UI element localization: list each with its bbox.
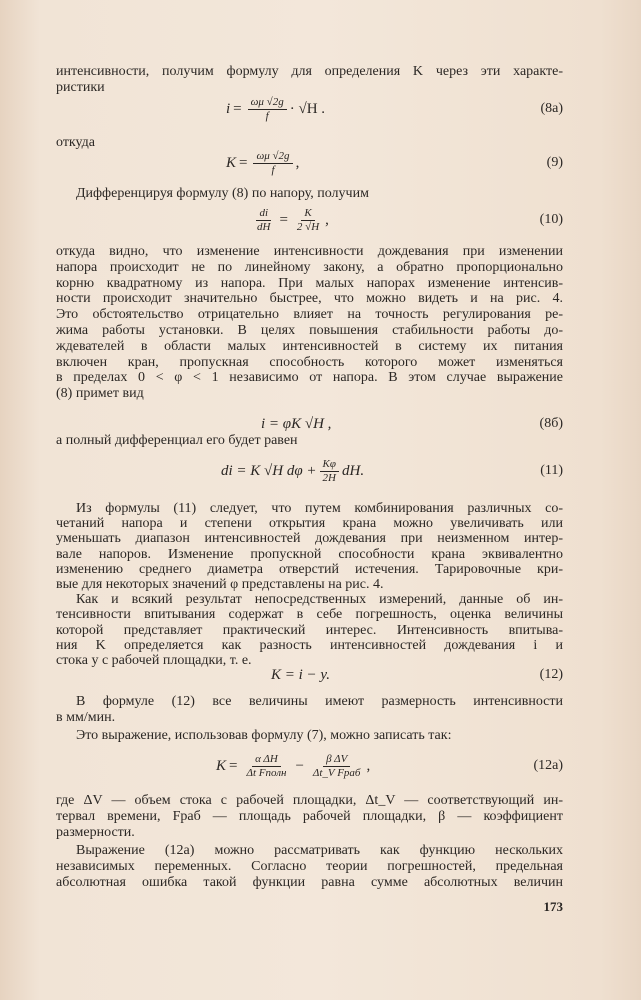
page-number: 173 <box>543 899 563 914</box>
formula-term: K <box>216 757 227 774</box>
text-line: ности происходит значительно быстрее, что можно видеть и на рис. 4. <box>56 291 563 307</box>
text-line: ристики <box>56 79 105 95</box>
text-line: откуда <box>56 135 95 150</box>
text-line: стока y с рабочей площадки, т. е. <box>56 652 252 668</box>
formula-9 <box>56 146 563 180</box>
formula-term: i <box>226 100 231 117</box>
numerator: Kφ <box>320 458 339 472</box>
formula-term: , <box>295 154 300 171</box>
text-line: корню квадратному из напора. При малых напорах изменение интенсив- <box>56 275 563 291</box>
formula-term: i = φK √H , <box>261 415 332 432</box>
text-line: Это выражение, использовав формулу (7), можно записать так: <box>76 728 452 743</box>
formula-12 <box>56 658 563 692</box>
paragraph <box>56 186 563 202</box>
equation-number: (12) <box>539 667 563 682</box>
text-line: В формуле (12) все величины имеют размерность интенсивности <box>76 694 563 709</box>
text-line: ния K определяется как разность интенсивностей дождевания i и <box>56 637 563 653</box>
formula-term: , <box>325 211 329 228</box>
numerator: α ΔH <box>252 753 281 767</box>
formula-term: K = i − y. <box>271 666 330 683</box>
fraction <box>294 207 322 234</box>
equation-number: (8а) <box>540 101 563 116</box>
paragraph <box>56 728 563 744</box>
formula-10 <box>56 203 563 237</box>
text-line: которой представляет практический интерес. Интенсивность впитыва- <box>56 622 563 638</box>
text-line: напора происходит не по линейному закону, а обратно пропорционально <box>56 259 563 275</box>
formula-operator: = <box>233 100 242 117</box>
formula-8a <box>56 92 563 126</box>
formula-term: K <box>226 154 237 171</box>
text-line: интенсивности, получим формулу для определения K через эти характе- <box>56 64 563 79</box>
text-line: тервал времени, Fраб — площадь рабочей площадки, β — коэффициент <box>56 808 563 824</box>
text-line: Это обстоятельство отрицательно влияет на точность регулирования ре- <box>56 307 563 323</box>
formula-12a <box>56 749 563 783</box>
denominator: Δt_V Fраб <box>312 766 361 779</box>
paragraph <box>56 433 563 449</box>
text-line: в мм/мин. <box>56 709 116 725</box>
text-line: жима работы установки. В целях повышения стабильности работы до- <box>56 322 563 338</box>
equation-number: (9) <box>546 155 563 170</box>
text-line: включен кран, пропускная способность которого может изменяться <box>56 354 563 370</box>
text-line: уменьшать диапазон интенсивностей дождевания при неизменном интер- <box>56 531 563 547</box>
equation-number: (10) <box>539 212 563 227</box>
fraction <box>254 207 273 234</box>
formula-term: dH. <box>341 462 365 479</box>
formula-11 <box>56 454 563 488</box>
equation-number: (8б) <box>539 416 563 431</box>
equation-number: (12а) <box>533 758 563 773</box>
formula-term: , <box>366 757 371 774</box>
denominator: 2H <box>322 471 336 484</box>
denominator: f <box>265 109 269 122</box>
fraction <box>310 753 364 780</box>
text-line: тенсивности впитывания содержат в себе погрешность, оценка величины <box>56 607 563 623</box>
numerator: ωμ √2g <box>248 96 287 110</box>
text-line: откуда видно, что изменение интенсивности дождевания при изменении <box>56 244 563 259</box>
paragraph <box>56 244 563 402</box>
formula-operator: = <box>239 154 248 171</box>
text-line: вые для некоторых значений φ представлены на рис. 4. <box>56 576 384 592</box>
denominator: Δt Fполн <box>246 766 287 779</box>
paragraph <box>56 501 563 668</box>
fraction <box>243 753 289 780</box>
text-line: а полный дифференциал его будет равен <box>56 433 298 448</box>
fraction <box>248 96 287 123</box>
numerator: K <box>301 207 314 221</box>
formula-term: · √H . <box>289 100 326 117</box>
numerator: ωμ √2g <box>253 150 292 164</box>
text-line: независимых переменных. Согласно теории погрешностей, предельная <box>56 858 563 874</box>
formula-operator: − <box>295 757 304 774</box>
formula-operator: = <box>229 757 238 774</box>
numerator: di <box>256 207 271 221</box>
text-line: абсолютная ошибка такой функции равна сумме абсолютных величин <box>56 874 563 890</box>
text-line: вале напоров. Изменение пропускной способности крана эквивалентно <box>56 546 563 562</box>
text-line: изменению среднего диаметра отверстий истечения. Тарировочные кри- <box>56 561 563 577</box>
denominator: 2 √H <box>296 220 320 233</box>
denominator: dH <box>257 220 271 233</box>
text-line: четаний напора и степени открытия крана можно увеличивать или <box>56 516 563 532</box>
paragraph-intro <box>56 64 563 96</box>
paragraph <box>56 694 563 726</box>
equation-number: (11) <box>540 463 563 478</box>
text-line: размерности. <box>56 824 135 840</box>
text-line: Как и всякий результат непосредственных измерений, данные об ин- <box>76 592 563 608</box>
text-line: (8) примет вид <box>56 386 144 402</box>
text-line: Дифференцируя формулу (8) по напору, получим <box>76 186 369 201</box>
text-line: Из формулы (11) следует, что путем комбинирования различных со- <box>76 501 563 516</box>
text-line: ждевателей в области малых интенсивностей в систему их питания <box>56 338 563 354</box>
text-line: Выражение (12а) можно рассматривать как функцию нескольких <box>76 843 563 858</box>
paragraph <box>56 843 563 890</box>
fraction <box>320 458 339 485</box>
numerator: β ΔV <box>323 753 350 767</box>
fraction <box>253 150 292 177</box>
formula-term: di = K √H dφ + <box>221 462 317 479</box>
formula-operator: = <box>279 211 288 228</box>
denominator: f <box>271 163 275 176</box>
paragraph <box>56 793 563 840</box>
text-line: в пределах 0 < φ < 1 независимо от напора. В этом случае выражение <box>56 370 563 386</box>
text-line: где ΔV — объем стока с рабочей площадки, Δt_V — соответствующий ин- <box>56 793 563 808</box>
